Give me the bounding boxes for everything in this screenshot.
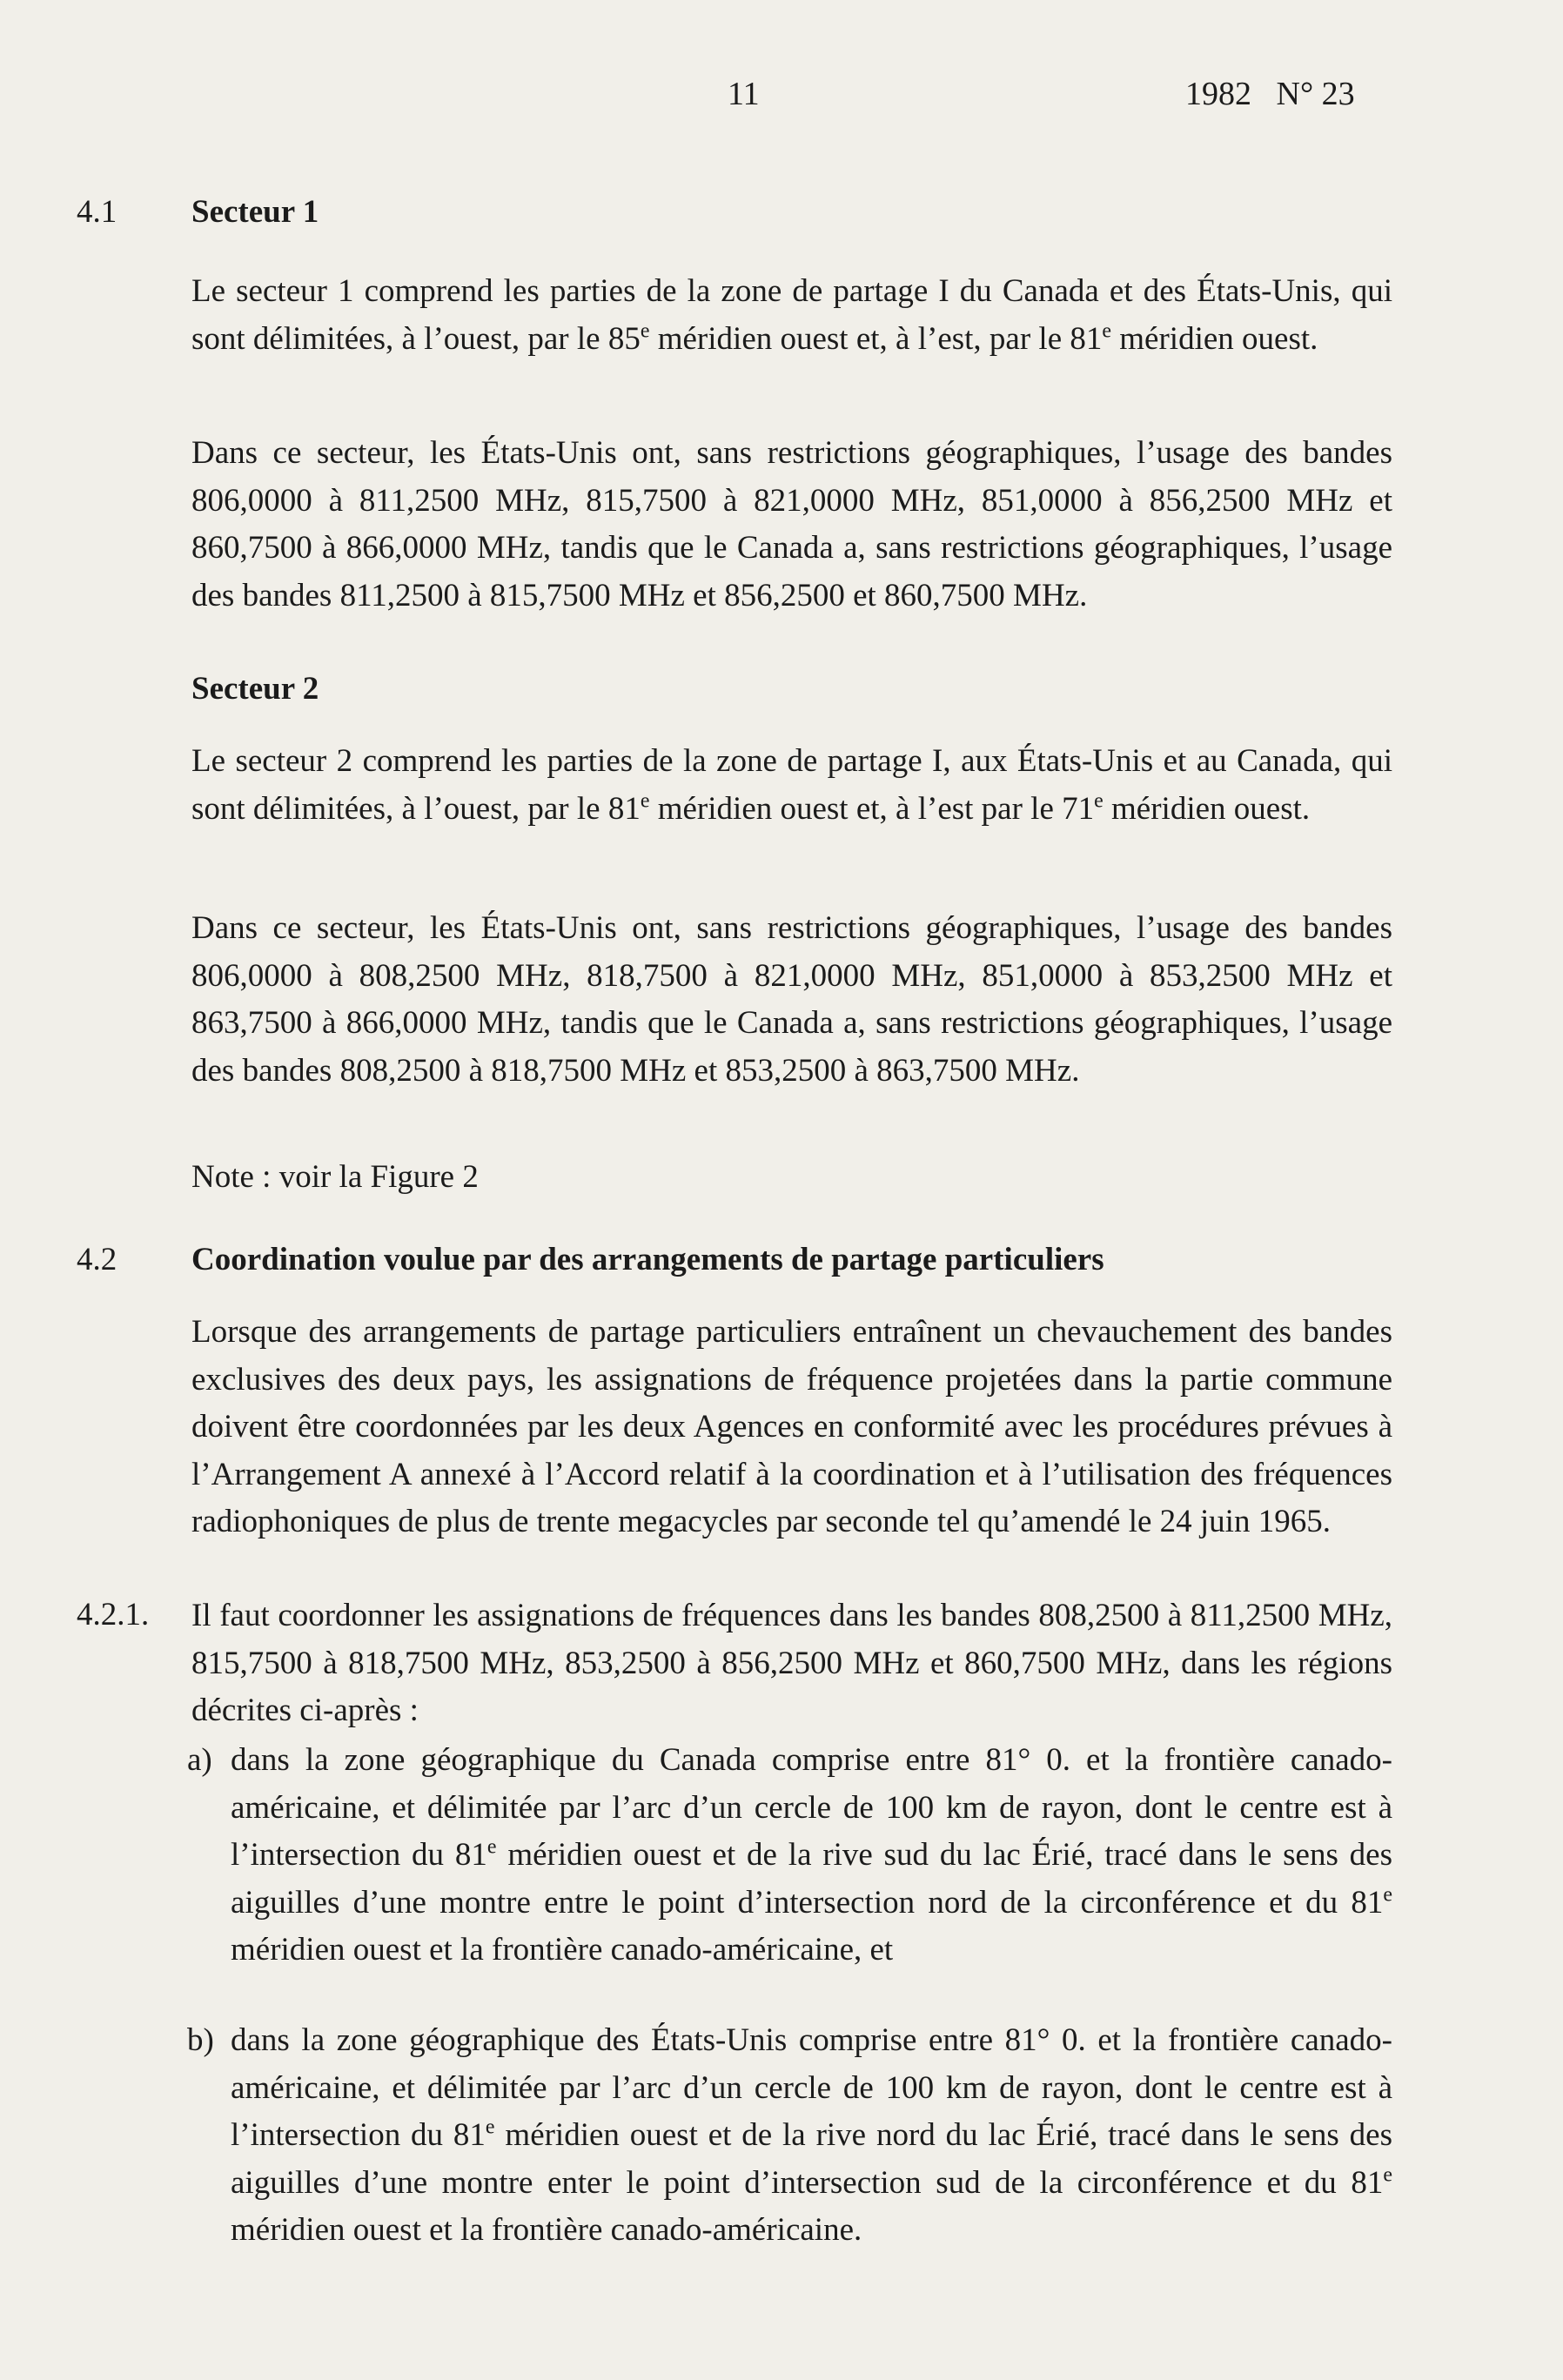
sector-1-paragraph-1: Le secteur 1 comprend les parties de la zone de partage I du Canada et des États-Unis, qui sont délimitées, à l’ouest, par le 85e méridien ouest et, à l’est, par le 81e méridien ouest. (191, 273, 1392, 357)
sector-2-title: Secteur 2 (191, 671, 319, 707)
list-item-b: dans la zone géographique des États-Unis comprise entre 81° 0. et la frontière canado-américaine, et délimitée par l’arc d’un cercle de 100 km de rayon, dont le centre est à l’intersection du 81e méridien ouest et de la rive nord du lac Érié, tracé dans le sens des aiguilles d’une montre enter le point d’intersection sud de la circonférence et du 81e méridien ouest et la frontière canado-américaine. (231, 2022, 1392, 2248)
section-4-2-paragraph: Lorsque des arrangements de partage particuliers entraînent un chevauchement des bandes exclusives des deux pays, les assignations de fréquence projetées dans la partie commune doivent être coordonnées par les deux Agences en conformité avec les procédures prévues à l’Arrangement A annexé à l’Accord relatif à la coordination et à l’utilisation des fréquences radiophoniques de plus de trente megacycles par seconde tel qu’amendé le 24 juin 1965. (191, 1314, 1392, 1539)
section-4-2-title: Coordination voulue par des arrangements de partage particuliers (191, 1242, 1104, 1277)
list-label-b: b) (187, 2022, 214, 2058)
sector-2-paragraph-2: Dans ce secteur, les États-Unis ont, sans restrictions géographiques, l’usage des bandes 806,0000 à 808,2500 MHz, 818,7500 à 821,0000 MHz, 851,0000 à 853,2500 MHz et 863,7500 à 866,0000 MHz, tandis que le Canada a, sans restrictions géographiques, l’usage des bandes 808,2500 à 818,7500 MHz et 853,2500 à 863,7500 MHz. (191, 910, 1392, 1089)
sector-1-paragraph-2: Dans ce secteur, les États-Unis ont, sans restrictions géographiques, l’usage des bandes 806,0000 à 811,2500 MHz, 815,7500 à 821,0000 MHz, 851,0000 à 856,2500 MHz et 860,7500 à 866,0000 MHz, tandis que le Canada a, sans restrictions géographiques, l’usage des bandes 811,2500 à 815,7500 MHz et 856,2500 et 860,7500 MHz. (191, 435, 1392, 613)
section-4-2-1-paragraph: Il faut coordonner les assignations de fréquences dans les bandes 808,2500 à 811,2500 MHz, 815,7500 à 818,7500 MHz, 853,2500 à 856,2500 MHz et 860,7500 MHz, dans les régions décrites ci-après : (191, 1598, 1392, 1728)
issue-label: 1982 N° 23 (1185, 76, 1355, 112)
list-label-a: a) (187, 1742, 212, 1778)
section-number-4-1: 4.1 (77, 194, 117, 230)
sector-2-paragraph-1: Le secteur 2 comprend les parties de la zone de partage I, aux États-Unis et au Canada, qui sont délimitées, à l’ouest, par le 81e méridien ouest et, à l’est par le 71e méridien ouest. (191, 743, 1392, 827)
figure-note: Note : voir la Figure 2 (191, 1159, 479, 1195)
section-number-4-2-1: 4.2.1. (77, 1597, 150, 1632)
page-number: 11 (728, 76, 760, 112)
sector-1-title: Secteur 1 (191, 194, 319, 230)
page-header (0, 75, 1563, 118)
section-number-4-2: 4.2 (77, 1242, 117, 1277)
list-item-a: dans la zone géographique du Canada comprise entre 81° 0. et la frontière canado-américaine, et délimitée par l’arc d’un cercle de 100 km de rayon, dont le centre est à l’intersection du 81e méridien ouest et de la rive sud du lac Érié, tracé dans le sens des aiguilles d’une montre entre le point d’intersection nord de la circonférence et du 81e méridien ouest et la frontière canado-américaine, et (231, 1742, 1392, 1968)
